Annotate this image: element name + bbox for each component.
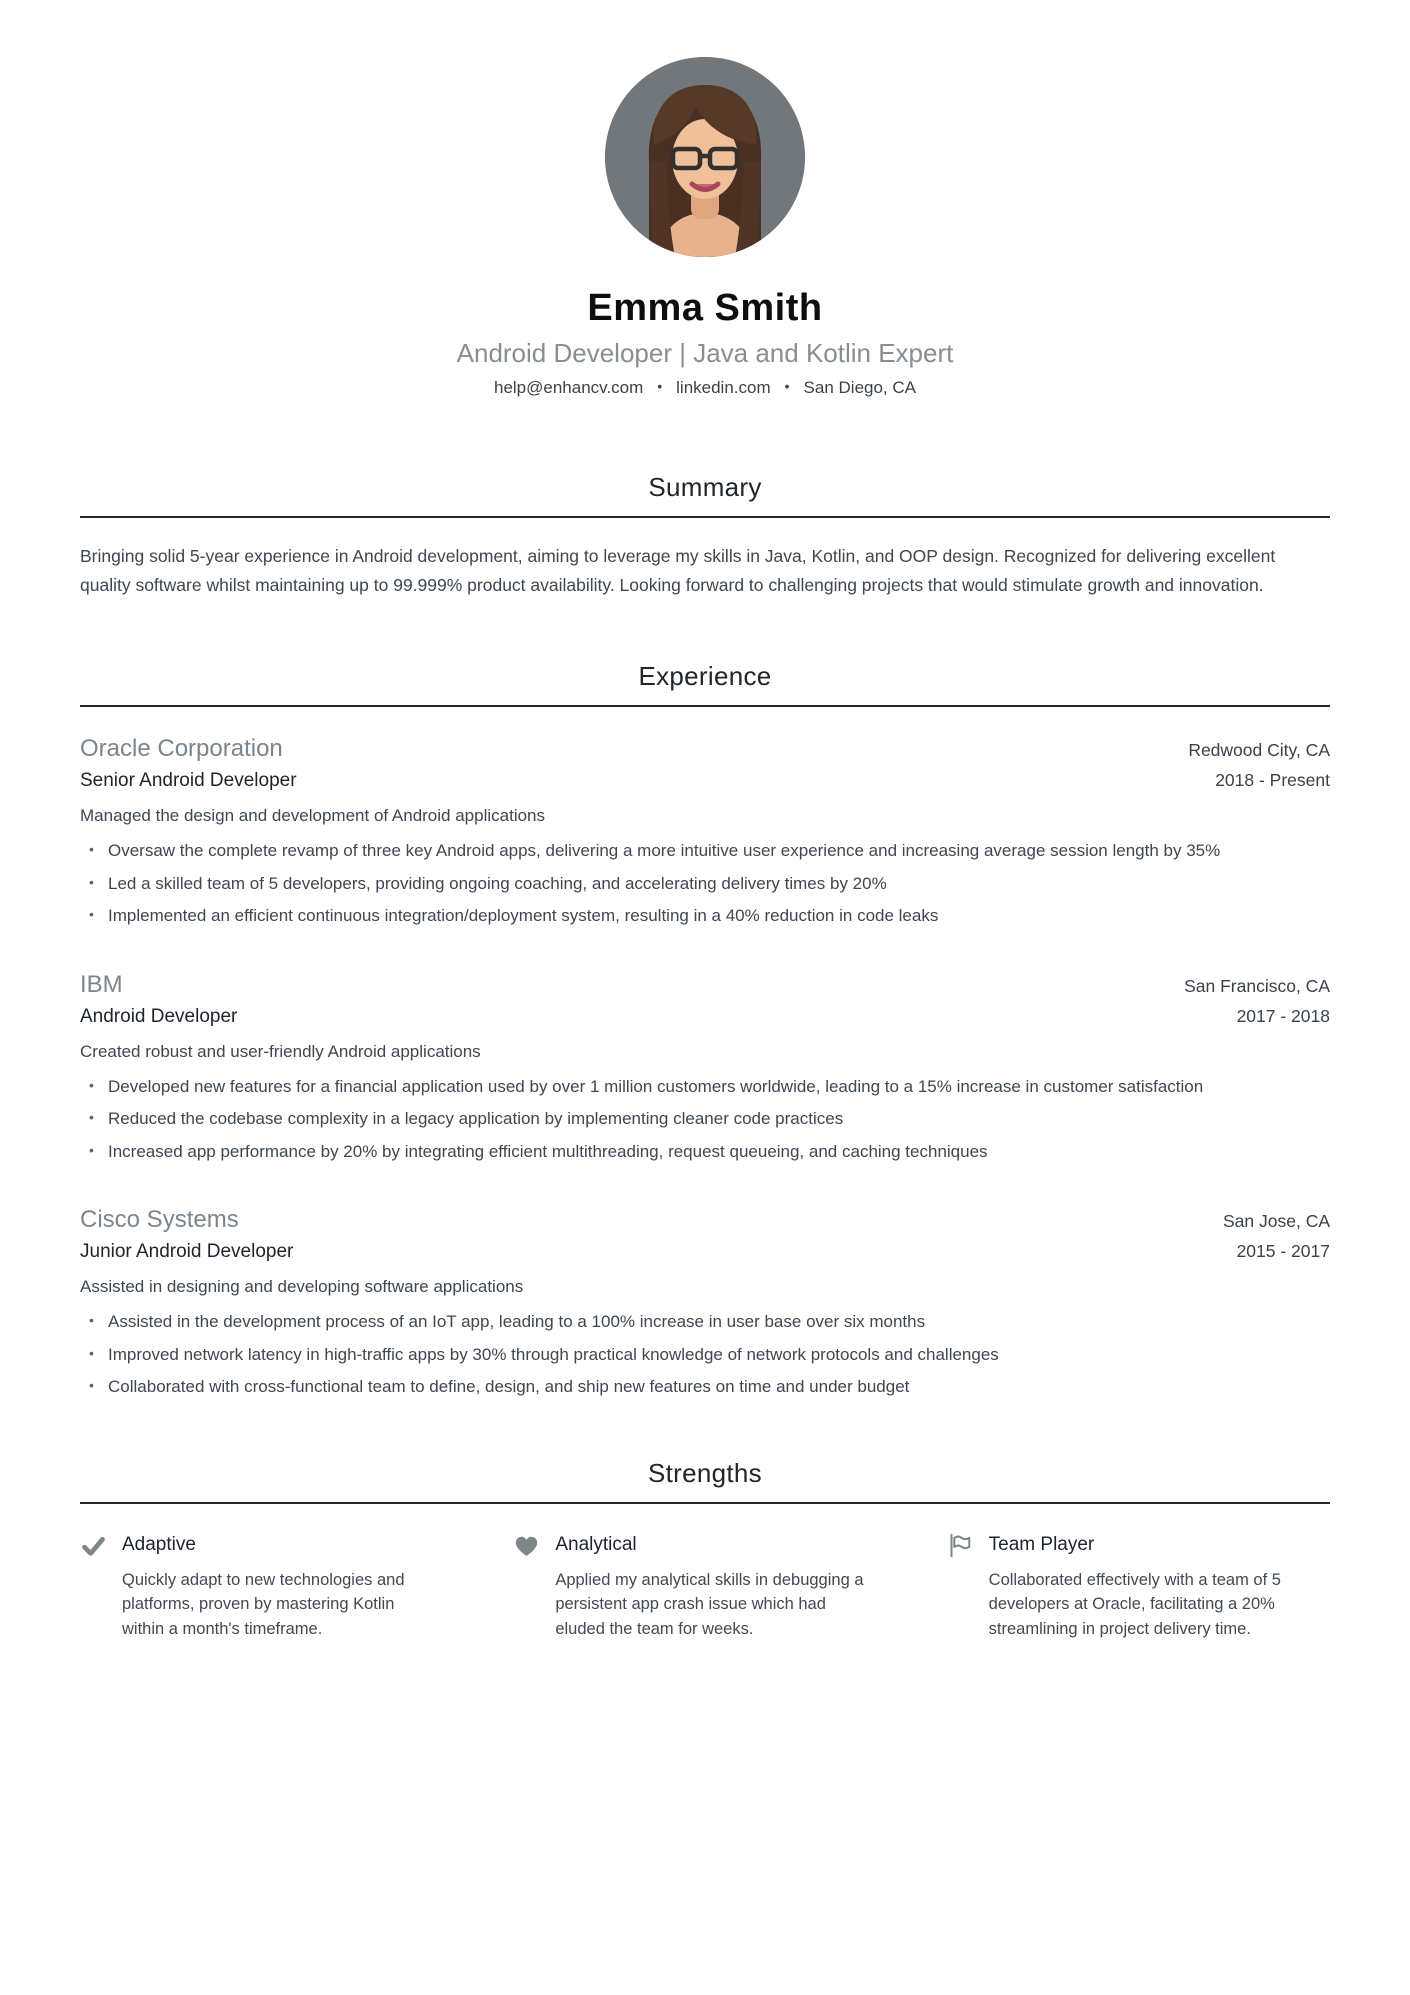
job-dates: 2015 - 2017 [1236,1241,1330,1262]
strength-item-adaptive [80,1532,463,1642]
job-role: Junior Android Developer [80,1241,294,1263]
summary-heading: Summary [648,472,762,502]
job-entry [80,735,1330,929]
strength-item-team-player [947,1532,1330,1642]
job-company: Cisco Systems [80,1206,239,1234]
job-bullet: • Led a skilled team of 5 developers, providing ongoing coaching, and accelerating delivery times by 20% [80,871,1330,897]
job-bullets [80,1074,1330,1165]
strengths-grid [80,1532,1330,1642]
job-company: Oracle Corporation [80,735,283,763]
flag-icon [947,1532,974,1559]
contact-email: help@enhancv.com [493,378,644,397]
job-company-row [80,735,1330,763]
job-company-row [80,971,1330,999]
summary-text: Bringing solid 5-year experience in Android development, aiming to leverage my skills in Java, Kotlin, and OOP design. Recognized for delivering excellent quality software whilst maintaining up to 99.999% product availability. Looking forward to challenging projects that would stimulate growth and innovation. [80,546,1276,595]
job-bullets [80,1309,1330,1400]
job-bullet: • Oversaw the complete revamp of three key Android apps, delivering a more intuitive user experience and increasing average session length by 35% [80,838,1330,864]
job-bullet: • Developed new features for a financial application used by over 1 million customers worldwide, leading to a 15% increase in customer satisfaction [80,1074,1330,1100]
job-dates: 2018 - Present [1215,770,1330,791]
job-bullet: • Reduced the codebase complexity in a legacy application by implementing cleaner code practices [80,1106,1330,1132]
contact-row [80,378,1330,398]
contact-linkedin: • linkedin.com [643,378,770,398]
job-role-row [80,763,1330,792]
job-entry [80,971,1330,1165]
experience-heading: Experience [638,661,772,692]
job-bullet: • Improved network latency in high-traffic apps by 30% through practical knowledge of network protocols and challenges [80,1342,1330,1368]
job-dates: 2017 - 2018 [1236,1005,1330,1026]
strengths-heading: Strengths [648,1457,762,1488]
job-summary: Assisted in designing and developing software applications [80,1277,524,1297]
summary-rule [80,516,1330,518]
job-location: San Jose, CA [1223,1211,1330,1232]
job-location: Redwood City, CA [1188,740,1330,761]
summary-section [80,472,1330,599]
job-entry [80,1206,1330,1400]
job-role: Senior Android Developer [80,770,297,792]
job-company-row [80,1206,1330,1234]
job-company: IBM [80,970,123,998]
job-summary: Created robust and user-friendly Android applications [80,1041,481,1061]
job-role-row [80,999,1330,1028]
profile-photo-illustration [605,57,805,257]
job-bullet: • Assisted in the development process of an IoT app, leading to a 100% increase in user base over six months [80,1309,1330,1335]
job-role: Android Developer [80,1005,238,1027]
job-role-row [80,1234,1330,1263]
job-bullet: • Collaborated with cross-functional team to define, design, and ship new features on time and under budget [80,1374,1330,1400]
check-icon [80,1532,107,1559]
experience-rule [80,705,1330,707]
candidate-name: Emma Smith [587,287,823,329]
strength-text: Quickly adapt to new technologies and platforms, proven by mastering Kotlin within a month's timeframe. [122,1570,405,1639]
experience-section [80,661,1330,1400]
strength-head [947,1532,1330,1559]
job-bullet: • Increased app performance by 20% by integrating efficient multithreading, request queueing, and caching techniques [80,1139,1330,1165]
job-bullet: • Implemented an efficient continuous integration/deployment system, resulting in a 40% reduction in code leaks [80,903,1330,929]
strength-title: Analytical [555,1534,637,1556]
strength-text: Collaborated effectively with a team of 5 developers at Oracle, facilitating a 20% streamlining in project delivery time. [988,1570,1281,1639]
candidate-headline: Android Developer | Java and Kotlin Expert [456,338,954,368]
job-summary: Managed the design and development of Android applications [80,806,546,826]
job-location: San Francisco, CA [1184,975,1330,996]
strength-title: Adaptive [122,1534,196,1556]
strengths-rule [80,1502,1330,1504]
resume-header [80,57,1330,398]
job-bullets [80,838,1330,929]
strength-title: Team Player [988,1534,1095,1556]
profile-photo [605,57,805,257]
contact-location: • San Diego, CA [771,378,916,398]
heart-icon [513,1532,540,1559]
strengths-section [80,1458,1330,1642]
strength-head [80,1532,463,1559]
strength-head [513,1532,896,1559]
strength-item-analytical [513,1532,896,1642]
strength-text: Applied my analytical skills in debugging a persistent app crash issue which had eluded the team for weeks. [555,1570,864,1639]
